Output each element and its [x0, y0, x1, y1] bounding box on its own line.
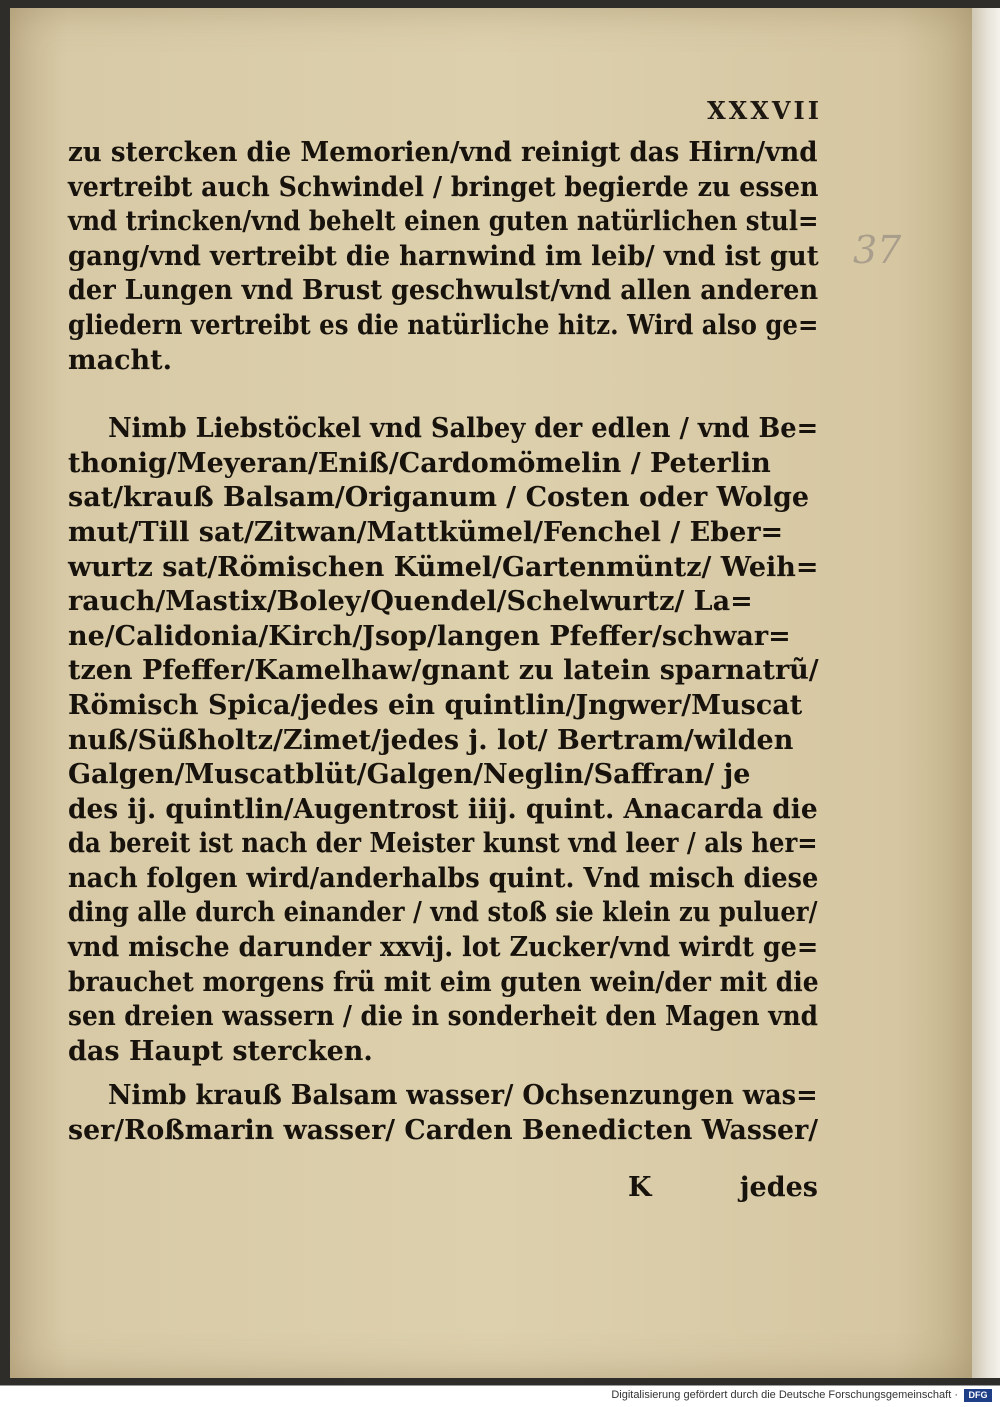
text-line: thonig/Meyeran/Eniß/Cardomömelin / Peterlin	[68, 447, 771, 479]
paragraph-3	[68, 1079, 818, 1148]
text-line: zu stercken die Memorien/vnd reinigt das Hirn/vnd	[68, 137, 818, 168]
text-line: nach folgen wird/anderhalbs quint. Vnd misch diese	[68, 862, 819, 894]
text-line: des ij. quintlin/Augentrost iiij. quint. Anacarda die	[68, 793, 818, 825]
text-line: ne/Calidonia/Kirch/Jsop/langen Pfeffer/schwar=	[68, 620, 791, 652]
footer-bar	[0, 1385, 1000, 1407]
page-foot	[68, 1172, 818, 1208]
paragraph-1	[68, 136, 818, 378]
text-line: macht.	[68, 344, 173, 376]
text-line: ser/Roßmarin wasser/ Carden Benedicten Wasser/	[68, 1115, 819, 1147]
text-line: gliedern vertreibt es die natürliche hitz. Wird also ge=	[68, 309, 819, 341]
text-line: vnd trincken/vnd behelt einen guten natürlichen stul=	[68, 206, 819, 238]
text-line: Nimb krauß Balsam wasser/ Ochsenzungen was=	[108, 1080, 818, 1112]
signature-mark: K	[628, 1172, 652, 1203]
dfg-logo: DFG	[964, 1389, 992, 1402]
text-line: wurtz sat/Römischen Kümel/Gartenmüntz/ Weih=	[68, 551, 819, 583]
text-line: da bereit ist nach der Meister kunst vnd leer / als her=	[68, 828, 818, 860]
text-line: Nimb Liebstöckel vnd Salbey der edlen / vnd Be=	[108, 413, 819, 445]
text-line: nuß/Süßholtz/Zimet/jedes j. lot/ Bertram/wilden	[68, 724, 794, 756]
margin-page-note: 37	[853, 228, 902, 272]
text-line: das Haupt stercken.	[68, 1035, 373, 1067]
text-line: mut/Till sat/Zitwan/Mattkümel/Fenchel / Eber=	[68, 516, 784, 548]
text-line: Römisch Spica/jedes ein quintlin/Jngwer/Muscat	[68, 689, 803, 721]
funding-credit: Digitalisierung gefördert durch die Deutsche Forschungsgemeinschaft ·	[611, 1389, 958, 1401]
folio-number: XXXVII	[707, 96, 822, 125]
text-line: der Lungen vnd Brust geschwulst/vnd allen anderen	[68, 275, 819, 307]
text-line: vnd mische darunder xxvij. lot Zucker/vnd wirdt ge=	[68, 932, 819, 964]
catchword: jedes	[739, 1172, 818, 1203]
text-line: tzen Pfeffer/Kamelhaw/gnant zu latein sparnatrũ/	[68, 655, 819, 687]
paragraph-2	[68, 412, 818, 1069]
book-page	[10, 8, 972, 1378]
text-line: rauch/Mastix/Boley/Quendel/Schelwurtz/ La=	[68, 586, 753, 618]
text-line: sat/krauß Balsam/Origanum / Costen oder Wolge	[68, 482, 810, 514]
text-line: gang/vnd vertreibt die harnwind im leib/ vnd ist gut	[68, 240, 819, 272]
text-line: sen dreien wassern / die in sonderheit den Magen vnd	[68, 1001, 818, 1033]
next-page-edge	[972, 8, 1000, 1378]
text-line: vertreibt auch Schwindel / bringet begierde zu essen	[68, 171, 819, 203]
text-line: Galgen/Muscatblüt/Galgen/Neglin/Saffran/ je	[68, 759, 751, 791]
text-line: brauchet morgens frü mit eim guten wein/der mit die	[68, 966, 819, 998]
page-text	[68, 136, 818, 1149]
text-line: ding alle durch einander / vnd stoß sie klein zu puluer/	[68, 897, 818, 929]
